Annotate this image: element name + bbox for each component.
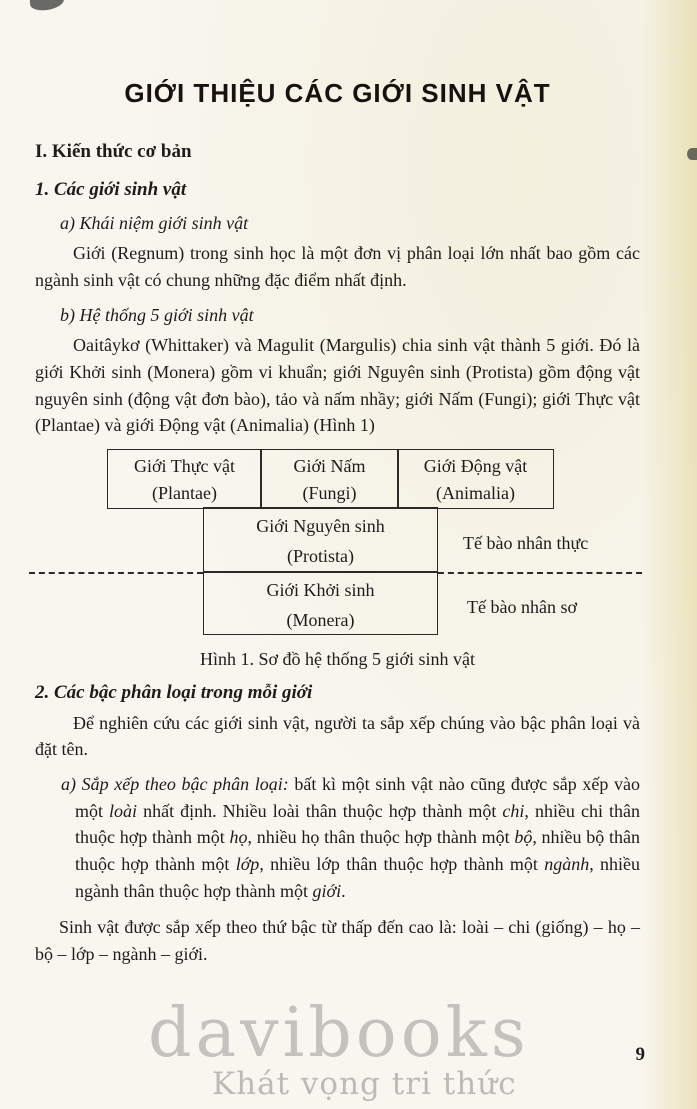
section-1-heading: I. Kiến thức cơ bản bbox=[35, 141, 192, 162]
dashed-divider-right bbox=[438, 572, 642, 574]
paragraph-classification-intro: Để nghiên cứu các giới sinh vật, người ta sắp xếp chúng vào bậc phân loại và đặt tên. bbox=[35, 712, 640, 760]
page-number: 9 bbox=[635, 1044, 645, 1065]
figure-five-kingdoms-diagram bbox=[35, 449, 640, 637]
diagram-box-protista-latin: (Protista) bbox=[287, 545, 354, 566]
subsection-1-heading: 1. Các giới sinh vật bbox=[35, 179, 187, 200]
diagram-box-plantae-name: Giới Thực vật bbox=[134, 455, 235, 476]
page-title: GIỚI THIỆU CÁC GIỚI SINH VẬT bbox=[124, 78, 551, 108]
dashed-divider-left bbox=[29, 572, 203, 574]
watermark-slogan: Khát vọng tri thức bbox=[212, 1066, 517, 1102]
subsection-2-heading: 2. Các bậc phân loại trong mỗi giới bbox=[35, 681, 313, 703]
label-prokaryote: Tế bào nhân sơ bbox=[467, 596, 577, 617]
diagram-box-animalia bbox=[397, 449, 554, 509]
diagram-box-animalia-name: Giới Động vật bbox=[423, 455, 528, 476]
paragraph-rank-sequence: Sinh vật được sắp xếp theo thứ bậc từ thấp đến cao là: loài – chi (giống) – họ – bộ – lớp – ngành – giới. bbox=[35, 917, 640, 964]
diagram-box-protista-name: Giới Nguyên sinh bbox=[256, 515, 385, 536]
label-eukaryote: Tế bào nhân thực bbox=[463, 532, 589, 553]
paragraph-kingdom-definition: Giới (Regnum) trong sinh học là một đơn vị phân loại lớn nhất bao gồm các ngành sinh vật có chung những đặc điểm nhất định. bbox=[35, 243, 640, 290]
diagram-box-animalia-latin: (Animalia) bbox=[436, 482, 515, 503]
diagram-box-plantae-latin: (Plantae) bbox=[152, 482, 217, 503]
diagram-box-fungi bbox=[260, 449, 399, 509]
figure-caption: Hình 1. Sơ đồ hệ thống 5 giới sinh vật bbox=[199, 648, 476, 669]
paragraph-five-kingdoms: Oaitâykơ (Whittaker) và Magulit (Margulis) chia sinh vật thành 5 giới. Đó là giới Khởi sinh (Monera) gồm vi khuẩn; giới Nguyên sinh (Protista) gồm động vật nguyên sinh (động vật đơn bào), tảo và nấm nhầy; giới Nấm (Fungi); giới Thực vật (Plantae) và giới Động vật (Animalia) (Hình 1) bbox=[35, 335, 640, 436]
diagram-box-monera bbox=[203, 571, 438, 635]
diagram-box-monera-name: Giới Khởi sinh bbox=[266, 579, 375, 600]
diagram-box-plantae bbox=[107, 449, 262, 509]
item-a-heading: a) Khái niệm giới sinh vật bbox=[60, 213, 249, 233]
diagram-box-fungi-name: Giới Nấm bbox=[293, 455, 366, 476]
item-b-heading: b) Hệ thống 5 giới sinh vật bbox=[60, 305, 254, 326]
diagram-box-protista bbox=[203, 507, 438, 573]
diagram-box-fungi-latin: (Fungi) bbox=[302, 482, 357, 503]
diagram-box-monera-latin: (Monera) bbox=[286, 609, 355, 630]
scan-artifact-dot bbox=[687, 148, 697, 160]
paragraph-rank-ordering: a) Sắp xếp theo bậc phân loại: bất kì một sinh vật nào cũng được sắp xếp vào một loài nhất định. Nhiều loài thân thuộc hợp thành một chi, nhiều chi thân thuộc hợp thành một họ, nhiều họ thân thuộc hợp thành một bộ, nhiều bộ thân thuộc hợp thành một lớp, nhiều lớp thân thuộc hợp thành một ngành, nhiều ngành thân thuộc hợp thành một giới. bbox=[61, 774, 640, 901]
watermark-davibooks: davibooks bbox=[148, 994, 530, 1073]
page-content bbox=[35, 0, 640, 967]
